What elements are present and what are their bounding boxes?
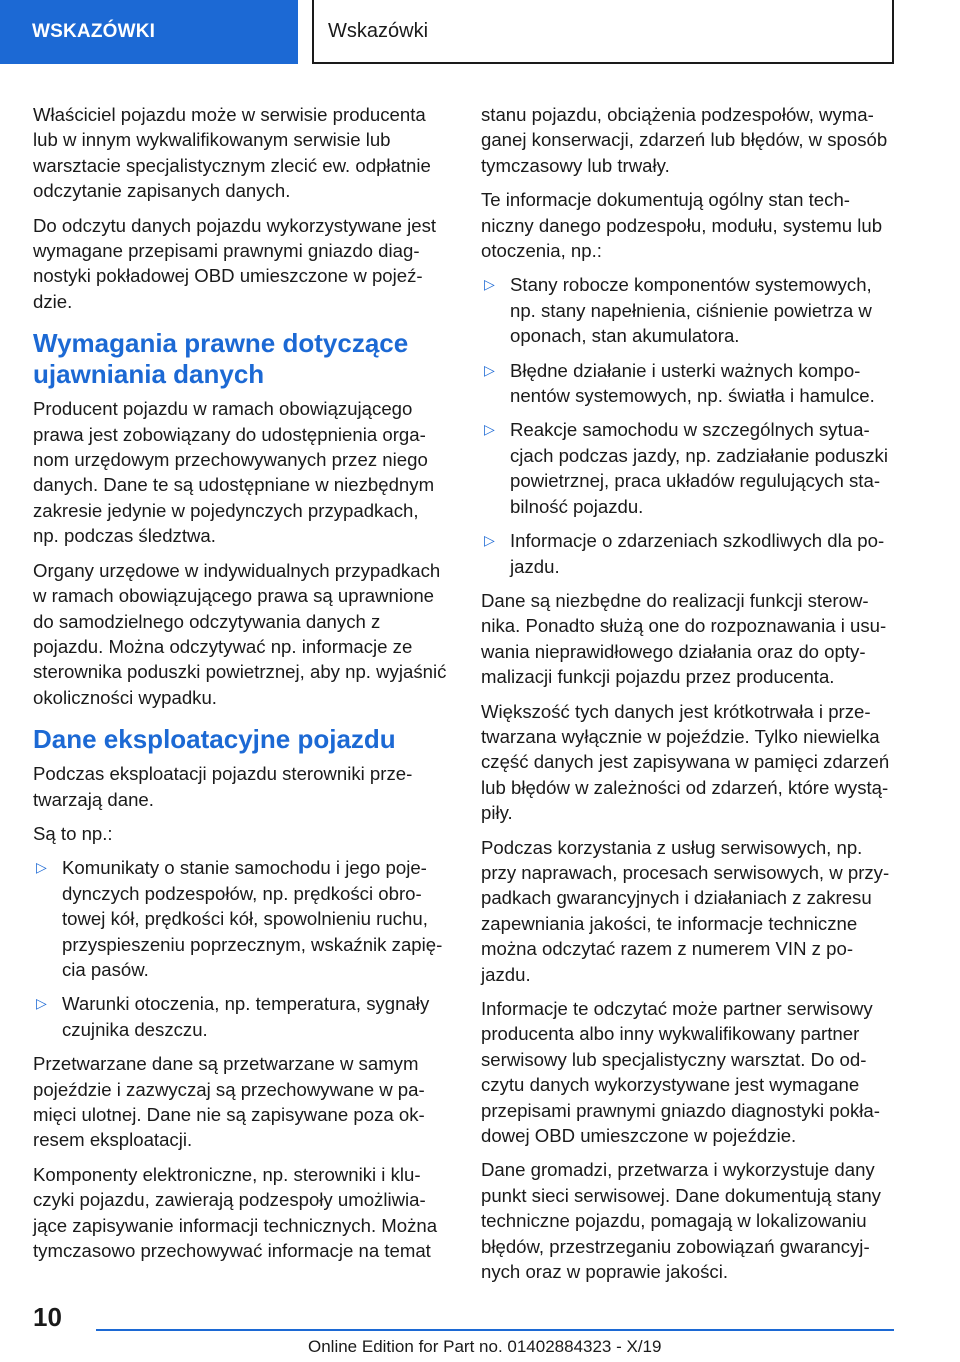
bullet-list (33, 855, 448, 1042)
footer-divider (96, 1329, 894, 1331)
page-number: 10 (33, 1302, 62, 1332)
paragraph: Podczas eksploatacji pojazdu sterowniki przetwarzają dane. (33, 763, 413, 810)
list-item (481, 272, 895, 348)
triangle-right-outline-icon: ▷ (36, 859, 47, 876)
paragraph: stanu pojazdu, obciążenia podzespołów, wymaganej konserwacji, zdarzeń lub błędów, w sposób tymczasowy lub trwały. (481, 104, 888, 176)
list-item (481, 358, 895, 409)
list-item-text: Stany robocze komponentów systemowych, np. stany napełnienia, ciśnienie powietrza w oponach, stan akumulatora. (510, 274, 872, 347)
paragraph: Organy urzędowe w indywidualnych przypadkach w ramach obowiązującego prawa są uprawnione do samodzielnego odczytywania danych z pojazdu. Można odczytywać np. informacje ze sterownika poduszki powietrznej, aby np. wyjaśnić okoliczności wypadku. (33, 559, 447, 708)
list-item (33, 855, 448, 982)
list-item-text: Informacje o zdarzeniach szkodliwych dla pojazdu. (510, 530, 885, 577)
triangle-right-outline-icon: ▷ (36, 995, 47, 1012)
paragraph: Dane są niezbędne do realizacji funkcji sterownika. Ponadto służą one do rozpoznawania i usuwania nieprawidłowego działania oraz do optymalizacji funkcji pojazdu przez producenta. (481, 589, 887, 688)
list-item (33, 991, 448, 1042)
list-item (481, 528, 895, 579)
list-item-text: Komunikaty o stanie samochodu i jego pojedynczych podzespołów, np. prędkości obrotowej kół, prędkości kół, spowolnieniu ruchu, przyspieszeniu poprzecznym, wskaźnik zapięcia pasów. (62, 857, 443, 980)
paragraph: Producent pojazdu w ramach obowiązującego prawa jest zobowiązany do udostępnienia organom urzędowym przechowywanych przez niego danych. Dane te są udostępniane w niezbędnym zakresie jedynie w pojedynczych przypadkach, np. podczas śledztwa. (33, 398, 435, 547)
section-tab: WSKAZÓWKI (0, 0, 298, 64)
right-column (481, 102, 895, 1293)
bullet-list (481, 272, 895, 578)
paragraph: Informacje te odczytać może partner serwisowy producenta albo inny wykwalifikowany partner serwisowy lub specjalistyczny warsztat. Do odczytu danych wykorzystywane jest wymagane przepisami prawnymi gniazdo diagnostyki pokładowej OBD umieszczone w pojeździe. (481, 998, 880, 1147)
section-heading: Dane eksploatacyjne pojazdu (33, 724, 396, 755)
left-column (33, 102, 448, 1272)
list-item-text: Warunki otoczenia, np. temperatura, sygnały czujnika deszczu. (62, 993, 430, 1040)
triangle-right-outline-icon: ▷ (484, 532, 495, 549)
list-item-text: Reakcje samochodu w szczególnych sytuacjach podczas jazdy, np. zadziałanie poduszki powietrznej, praca układów regulujących stabilność pojazdu. (510, 419, 888, 517)
paragraph: Podczas korzystania z usług serwisowych, np. przy naprawach, procesach serwisowych, w przypadkach gwarancyjnych i działaniach z zakresu zapewniania jakości, te informacje techniczne można odczytać razem z numerem VIN z pojazdu. (481, 836, 890, 985)
paragraph: Większość tych danych jest krótkotrwała i przetwarzana wyłącznie w pojeździe. Tylko niewielka część danych jest zapisywana w pamięci zdarzeń lub błędów w zależności od zdarzeń, które wystąpiły. (481, 700, 890, 824)
list-item (481, 417, 895, 519)
paragraph: Komponenty elektroniczne, np. sterowniki i kluczyki pojazdu, zawierają podzespoły umożliwiające zapisywanie informacji technicznych. Można tymczasowo przechowywać informacje na temat (33, 1163, 438, 1262)
page-header-title: Wskazówki (312, 0, 894, 64)
triangle-right-outline-icon: ▷ (484, 276, 495, 293)
paragraph: Przetwarzane dane są przetwarzane w samym pojeździe i zazwyczaj są przechowywane w pamięci ulotnej. Dane nie są zapisywane poza okresem eksploatacji. (33, 1053, 425, 1151)
paragraph: Te informacje dokumentują ogólny stan techniczny danego podzespołu, modułu, systemu lub otoczenia, np.: (481, 189, 883, 262)
paragraph: Są to np.: (33, 822, 113, 844)
list-item-text: Błędne działanie i usterki ważnych komponentów systemowych, np. światła i hamulce. (510, 359, 875, 407)
paragraph: Właściciel pojazdu może w serwisie producenta lub w innym wykwalifikowanym serwisie lub warsztacie specjalistycznym zlecić ew. odpłatnie odczytanie zapisanych danych. (33, 104, 431, 202)
paragraph: Dane gromadzi, przetwarza i wykorzystuje dany punkt sieci serwisowej. Dane dokumentują stany techniczne pojazdu, pomagają w lokalizowaniu błędów, przestrzeganiu zobowiązań gwarancyjnych oraz w poprawie jakości. (481, 1159, 881, 1283)
triangle-right-outline-icon: ▷ (484, 361, 495, 378)
footer-edition-text: Online Edition for Part no. 01402884323 - X/19 (308, 1337, 662, 1356)
section-heading: Wymagania prawne dotyczące ujawniania danych (33, 328, 409, 390)
triangle-right-outline-icon: ▷ (484, 421, 495, 438)
paragraph: Do odczytu danych pojazdu wykorzystywane jest wymagane przepisami prawnymi gniazdo diagnostyki pokładowej OBD umieszczone w pojeździe. (33, 214, 437, 312)
